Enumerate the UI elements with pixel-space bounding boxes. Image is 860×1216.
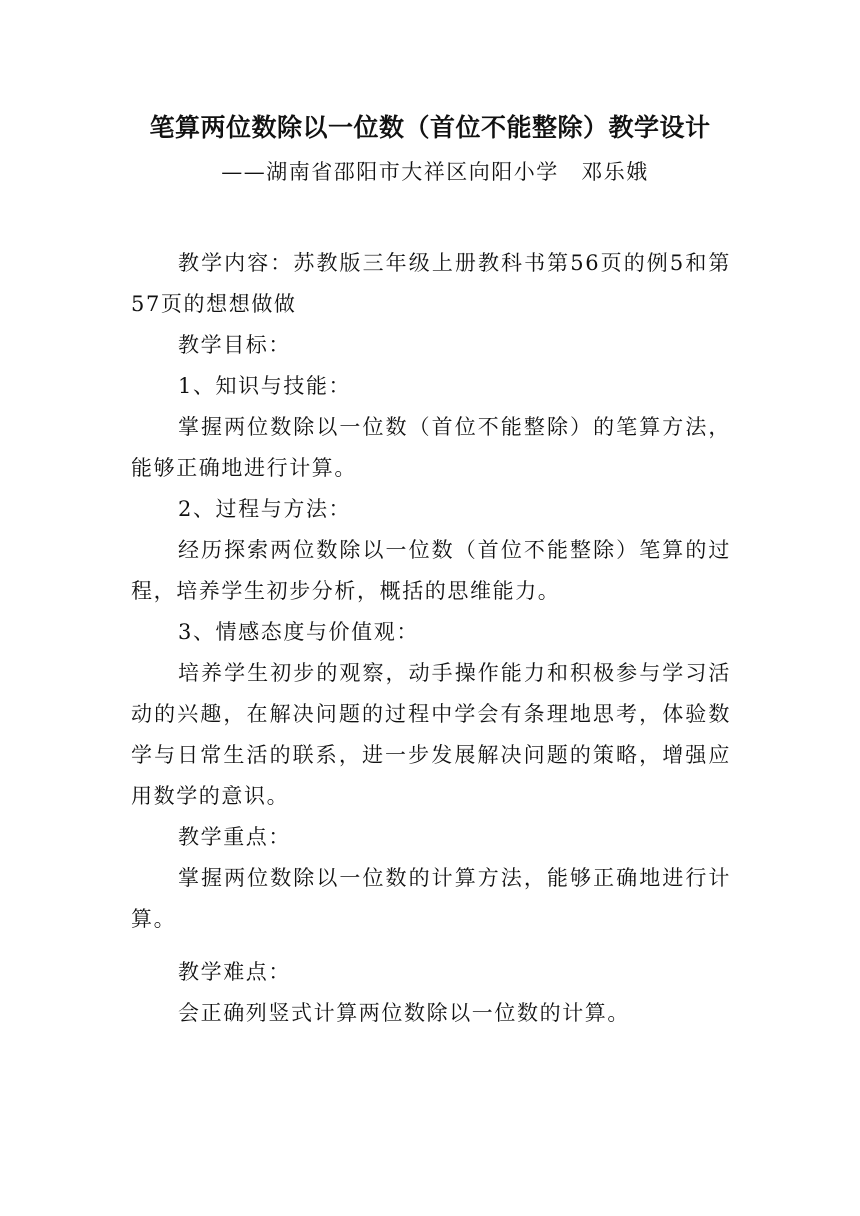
key-point-paragraph: 掌握两位数除以一位数的计算方法，能够正确地进行计算。 (131, 866, 731, 931)
knowledge-skills-heading: 1、知识与技能： (178, 374, 352, 398)
process-method-heading: 2、过程与方法： (178, 497, 352, 521)
teaching-goals-heading: 教学目标： (178, 333, 291, 357)
difficulty-heading: 教学难点： (178, 960, 291, 984)
knowledge-skills-paragraph: 掌握两位数除以一位数（首位不能整除）的笔算方法，能够正确地进行计算。 (131, 415, 731, 480)
emotion-values-paragraph: 培养学生初步的观察，动手操作能力和积极参与学习活动的兴趣，在解决问题的过程中学会有条理地思考，体验数学与日常生活的联系，进一步发展解决问题的策略，增强应用数学的意识。 (131, 661, 731, 808)
key-point-heading: 教学重点： (178, 825, 291, 849)
teaching-content-paragraph: 教学内容：苏教版三年级上册教科书第56页的例5和第57页的想想做做 (131, 251, 731, 316)
document-subtitle: ——湖南省邵阳市大祥区向阳小学 邓乐娥 (221, 160, 649, 184)
process-method-paragraph: 经历探索两位数除以一位数（首位不能整除）笔算的过程，培养学生初步分析，概括的思维能力。 (131, 538, 731, 603)
difficulty-paragraph: 会正确列竖式计算两位数除以一位数的计算。 (178, 1001, 630, 1025)
document-body (131, 243, 731, 1034)
document-title: 笔算两位数除以一位数（首位不能整除）教学设计 (149, 113, 711, 142)
emotion-values-heading: 3、情感态度与价值观： (178, 620, 419, 644)
